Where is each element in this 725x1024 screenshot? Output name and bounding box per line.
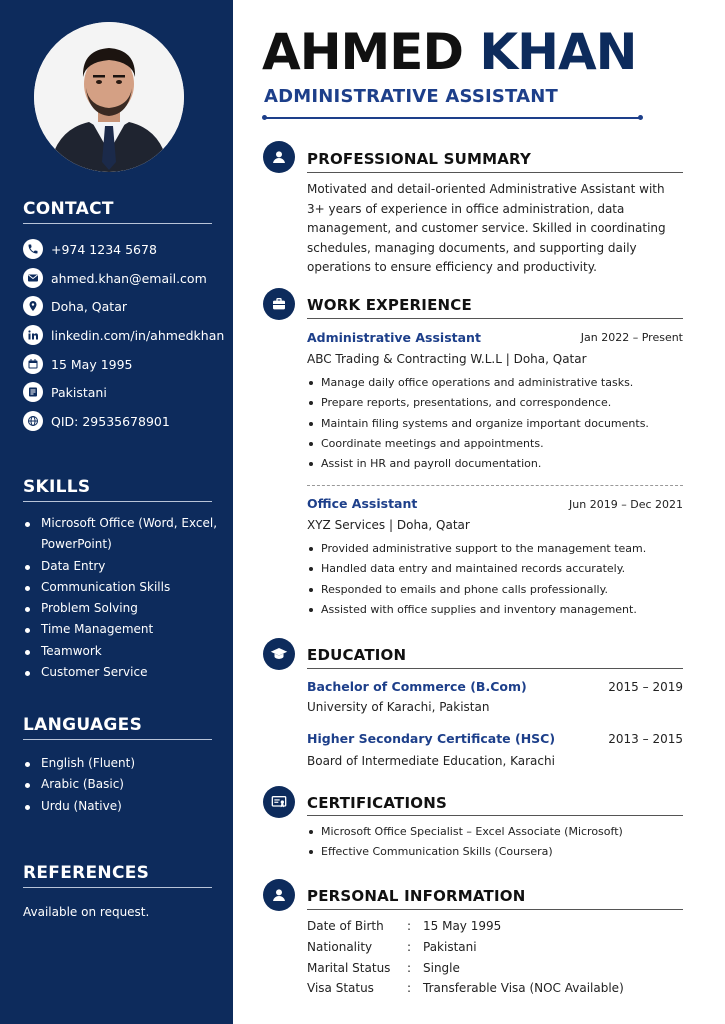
contact-email-text: ahmed.khan@email.com: [51, 270, 207, 286]
personal-value: Pakistani: [423, 940, 477, 954]
duty-item: Prepare reports, presentations, and correspondence.: [307, 393, 683, 413]
summary-heading: PROFESSIONAL SUMMARY: [307, 150, 532, 168]
edu-years: 2013 – 2015: [608, 732, 683, 746]
skills-divider: [23, 501, 212, 502]
duty-item: Provided administrative support to the management team.: [307, 539, 683, 559]
certifications-heading: CERTIFICATIONS: [307, 794, 447, 812]
contact-nationality-text: Pakistani: [51, 384, 107, 400]
duty-item: Assist in HR and payroll documentation.: [307, 454, 683, 474]
education-divider: [307, 668, 683, 669]
title-divider-dot: [262, 115, 267, 120]
personal-row: [307, 919, 501, 933]
language-item: Arabic (Basic): [23, 774, 218, 795]
education-heading: EDUCATION: [307, 646, 407, 664]
references-text: Available on request.: [23, 905, 150, 919]
job-duties: [307, 373, 683, 474]
job-company: ABC Trading & Contracting W.L.L | Doha, Qatar: [307, 352, 587, 366]
contact-qid-text: QID: 29535678901: [51, 413, 170, 429]
personal-heading: PERSONAL INFORMATION: [307, 887, 526, 905]
phone-icon: [23, 239, 43, 259]
edu-school: University of Karachi, Pakistan: [307, 700, 490, 714]
contact-qid: [23, 411, 170, 431]
personal-colon: :: [407, 981, 412, 995]
personal-label: Date of Birth: [307, 919, 384, 933]
duty-item: Responded to emails and phone calls professionally.: [307, 580, 683, 600]
skill-item: Communication Skills: [23, 577, 218, 598]
contact-linkedin-text: linkedin.com/in/ahmedkhan: [51, 327, 225, 343]
personal-label: Visa Status: [307, 981, 374, 995]
job-role: Administrative Assistant: [307, 330, 481, 345]
personal-value: 15 May 1995: [423, 919, 502, 933]
contact-dob-text: 15 May 1995: [51, 356, 133, 372]
language-item: English (Fluent): [23, 753, 218, 774]
skill-item: Problem Solving: [23, 598, 218, 619]
certification-item: Effective Communication Skills (Coursera): [307, 842, 683, 862]
skills-heading: SKILLS: [23, 477, 91, 497]
personal-value: Single: [423, 961, 460, 975]
languages-list: [23, 753, 218, 817]
briefcase-icon: [263, 288, 295, 320]
edu-degree: Higher Secondary Certificate (HSC): [307, 731, 556, 746]
title-divider-dot: [638, 115, 643, 120]
location-icon: [23, 296, 43, 316]
personal-colon: :: [407, 919, 412, 933]
candidate-name: [262, 24, 637, 80]
skill-item: Time Management: [23, 619, 218, 640]
duty-item: Handled data entry and maintained records accurately.: [307, 559, 683, 579]
profile-photo: [34, 22, 184, 172]
contact-email[interactable]: [23, 268, 207, 288]
personal-label: Nationality: [307, 940, 373, 954]
job-role: Office Assistant: [307, 496, 418, 511]
duty-item: Assisted with office supplies and inventory management.: [307, 600, 683, 620]
contact-location-text: Doha, Qatar: [51, 298, 128, 314]
job-title: ADMINISTRATIVE ASSISTANT: [264, 86, 559, 107]
contact-phone-text: +974 1234 5678: [51, 241, 157, 257]
personal-row: [307, 981, 624, 995]
job-dates: Jan 2022 – Present: [580, 331, 683, 344]
edu-degree: Bachelor of Commerce (B.Com): [307, 679, 527, 694]
skill-item: Teamwork: [23, 641, 218, 662]
personal-divider: [307, 909, 683, 910]
user-icon: [263, 879, 295, 911]
contact-divider: [23, 223, 212, 224]
contact-heading: CONTACT: [23, 199, 114, 219]
language-item: Urdu (Native): [23, 796, 218, 817]
personal-value: Transferable Visa (NOC Available): [423, 981, 624, 995]
job-company: XYZ Services | Doha, Qatar: [307, 518, 470, 532]
summary-divider: [307, 172, 683, 173]
last-name: KHAN: [479, 23, 637, 81]
user-icon: [263, 141, 295, 173]
skill-item: Customer Service: [23, 662, 218, 683]
duty-item: Manage daily office operations and administrative tasks.: [307, 373, 683, 393]
personal-row: [307, 940, 477, 954]
job-separator: [307, 485, 683, 486]
contact-nationality: [23, 382, 107, 402]
certificate-icon: [263, 786, 295, 818]
skills-list: [23, 513, 218, 683]
personal-row: [307, 961, 460, 975]
title-divider: [264, 117, 642, 119]
globe-icon: [23, 411, 43, 431]
job-dates: Jun 2019 – Dec 2021: [569, 498, 683, 511]
experience-divider: [307, 318, 683, 319]
edu-school: Board of Intermediate Education, Karachi: [307, 754, 555, 768]
graduation-cap-icon: [263, 638, 295, 670]
edu-years: 2015 – 2019: [608, 680, 683, 694]
calendar-icon: [23, 354, 43, 374]
duty-item: Maintain filing systems and organize important documents.: [307, 414, 683, 434]
contact-dob: [23, 354, 133, 374]
experience-heading: WORK EXPERIENCE: [307, 296, 472, 314]
skill-item: Microsoft Office (Word, Excel, PowerPoint): [23, 513, 218, 556]
contact-location: [23, 296, 127, 316]
sidebar: [0, 0, 233, 1024]
personal-colon: :: [407, 961, 412, 975]
contact-phone[interactable]: [23, 239, 157, 259]
first-name: AHMED: [262, 23, 463, 81]
linkedin-icon: [23, 325, 43, 345]
contact-linkedin[interactable]: [23, 325, 224, 345]
certification-item: Microsoft Office Specialist – Excel Associate (Microsoft): [307, 822, 683, 842]
duty-item: Coordinate meetings and appointments.: [307, 434, 683, 454]
personal-label: Marital Status: [307, 961, 391, 975]
skill-item: Data Entry: [23, 556, 218, 577]
email-icon: [23, 268, 43, 288]
summary-text: Motivated and detail-oriented Administrative Assistant with 3+ years of experience in office administration, data management, and customer service. Skilled in coordinating schedules, managing documents, and supporting daily operations to ensure efficiency and productivity.: [307, 182, 666, 274]
languages-divider: [23, 739, 212, 740]
personal-colon: :: [407, 940, 412, 954]
job-duties: [307, 539, 683, 620]
certifications-divider: [307, 815, 683, 816]
flag-icon: [23, 382, 43, 402]
references-divider: [23, 887, 212, 888]
references-heading: REFERENCES: [23, 863, 150, 883]
languages-heading: LANGUAGES: [23, 715, 143, 735]
certifications-list: [307, 822, 683, 863]
